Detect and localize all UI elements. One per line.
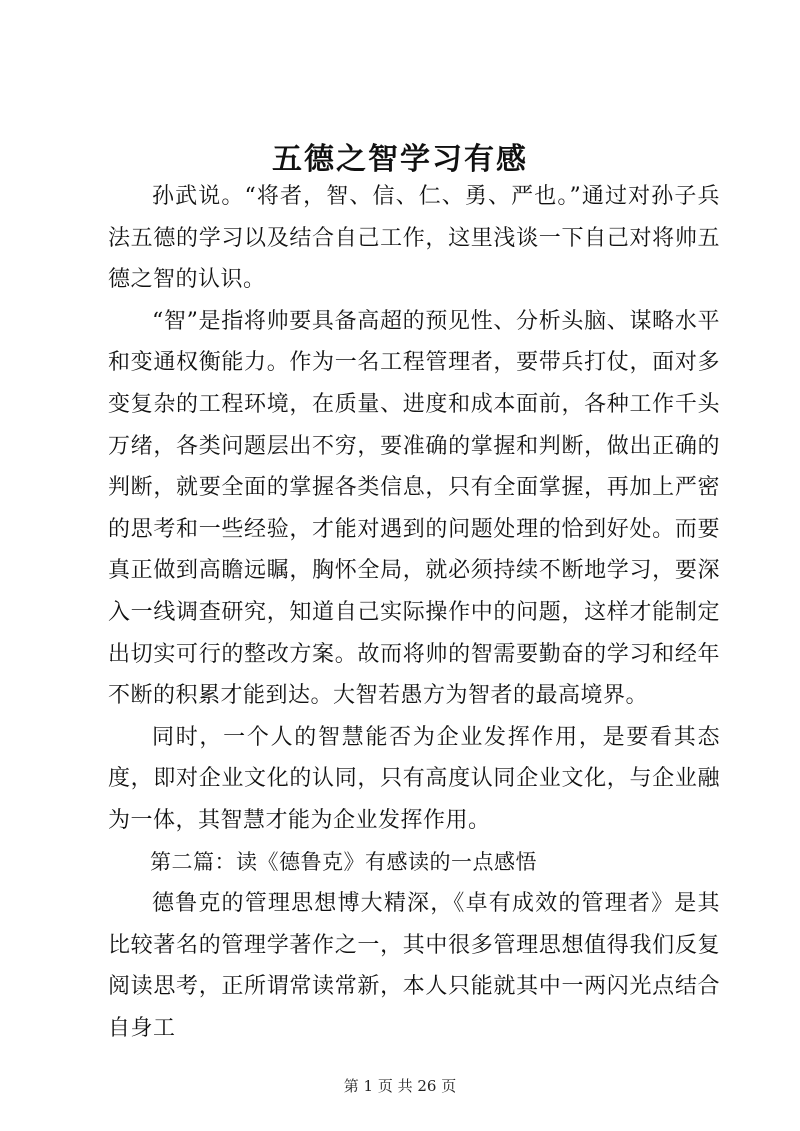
document-body xyxy=(108,176,720,1049)
section-heading: 第二篇：读《德鲁克》有感读的一点感悟 xyxy=(150,849,537,874)
document-title: 五德之智学习有感 xyxy=(272,142,528,177)
page-footer: 第 1 页 共 26 页 xyxy=(343,1077,457,1095)
paragraph-3: 同时，一个人的智慧能否为企业发挥作用，是要看其态度，即对企业文化的认同，只有高度认同企业文化，与企业融为一体，其智慧才能为企业发挥作用。 xyxy=(108,724,720,833)
paragraph-4: 德鲁克的管理思想博大精深，《卓有成效的管理者》是其比较著名的管理学著作之一，其中很多管理思想值得我们反复阅读思考，正所谓常读常新，本人只能就其中一两闪光点结合自身工 xyxy=(108,891,720,1041)
paragraph-2: “智”是指将帅要具备高超的预见性、分析头脑、谋略水平和变通权衡能力。作为一名工程管理者，要带兵打仗，面对多变复杂的工程环境，在质量、进度和成本面前，各种工作千头万绪，各类问题层出不穷，要准确的掌握和判断，做出正确的判断，就要全面的掌握各类信息，只有全面掌握，再加上严密的思考和一些经验，才能对遇到的问题处理的恰到好处。而要真正做到高瞻远瞩，胸怀全局，就必须持续不断地学习，要深入一线调查研究，知道自己实际操作中的问题，这样才能制定出切实可行的整改方案。故而将帅的智需要勤奋的学习和经年不断的积累才能到达。大智若愚方为智者的最高境界。 xyxy=(108,308,720,709)
paragraph-1: 孙武说。“将者，智、信、仁、勇、严也。”通过对孙子兵法五德的学习以及结合自己工作，这里浅谈一下自己对将帅五德之智的认识。 xyxy=(108,184,720,293)
